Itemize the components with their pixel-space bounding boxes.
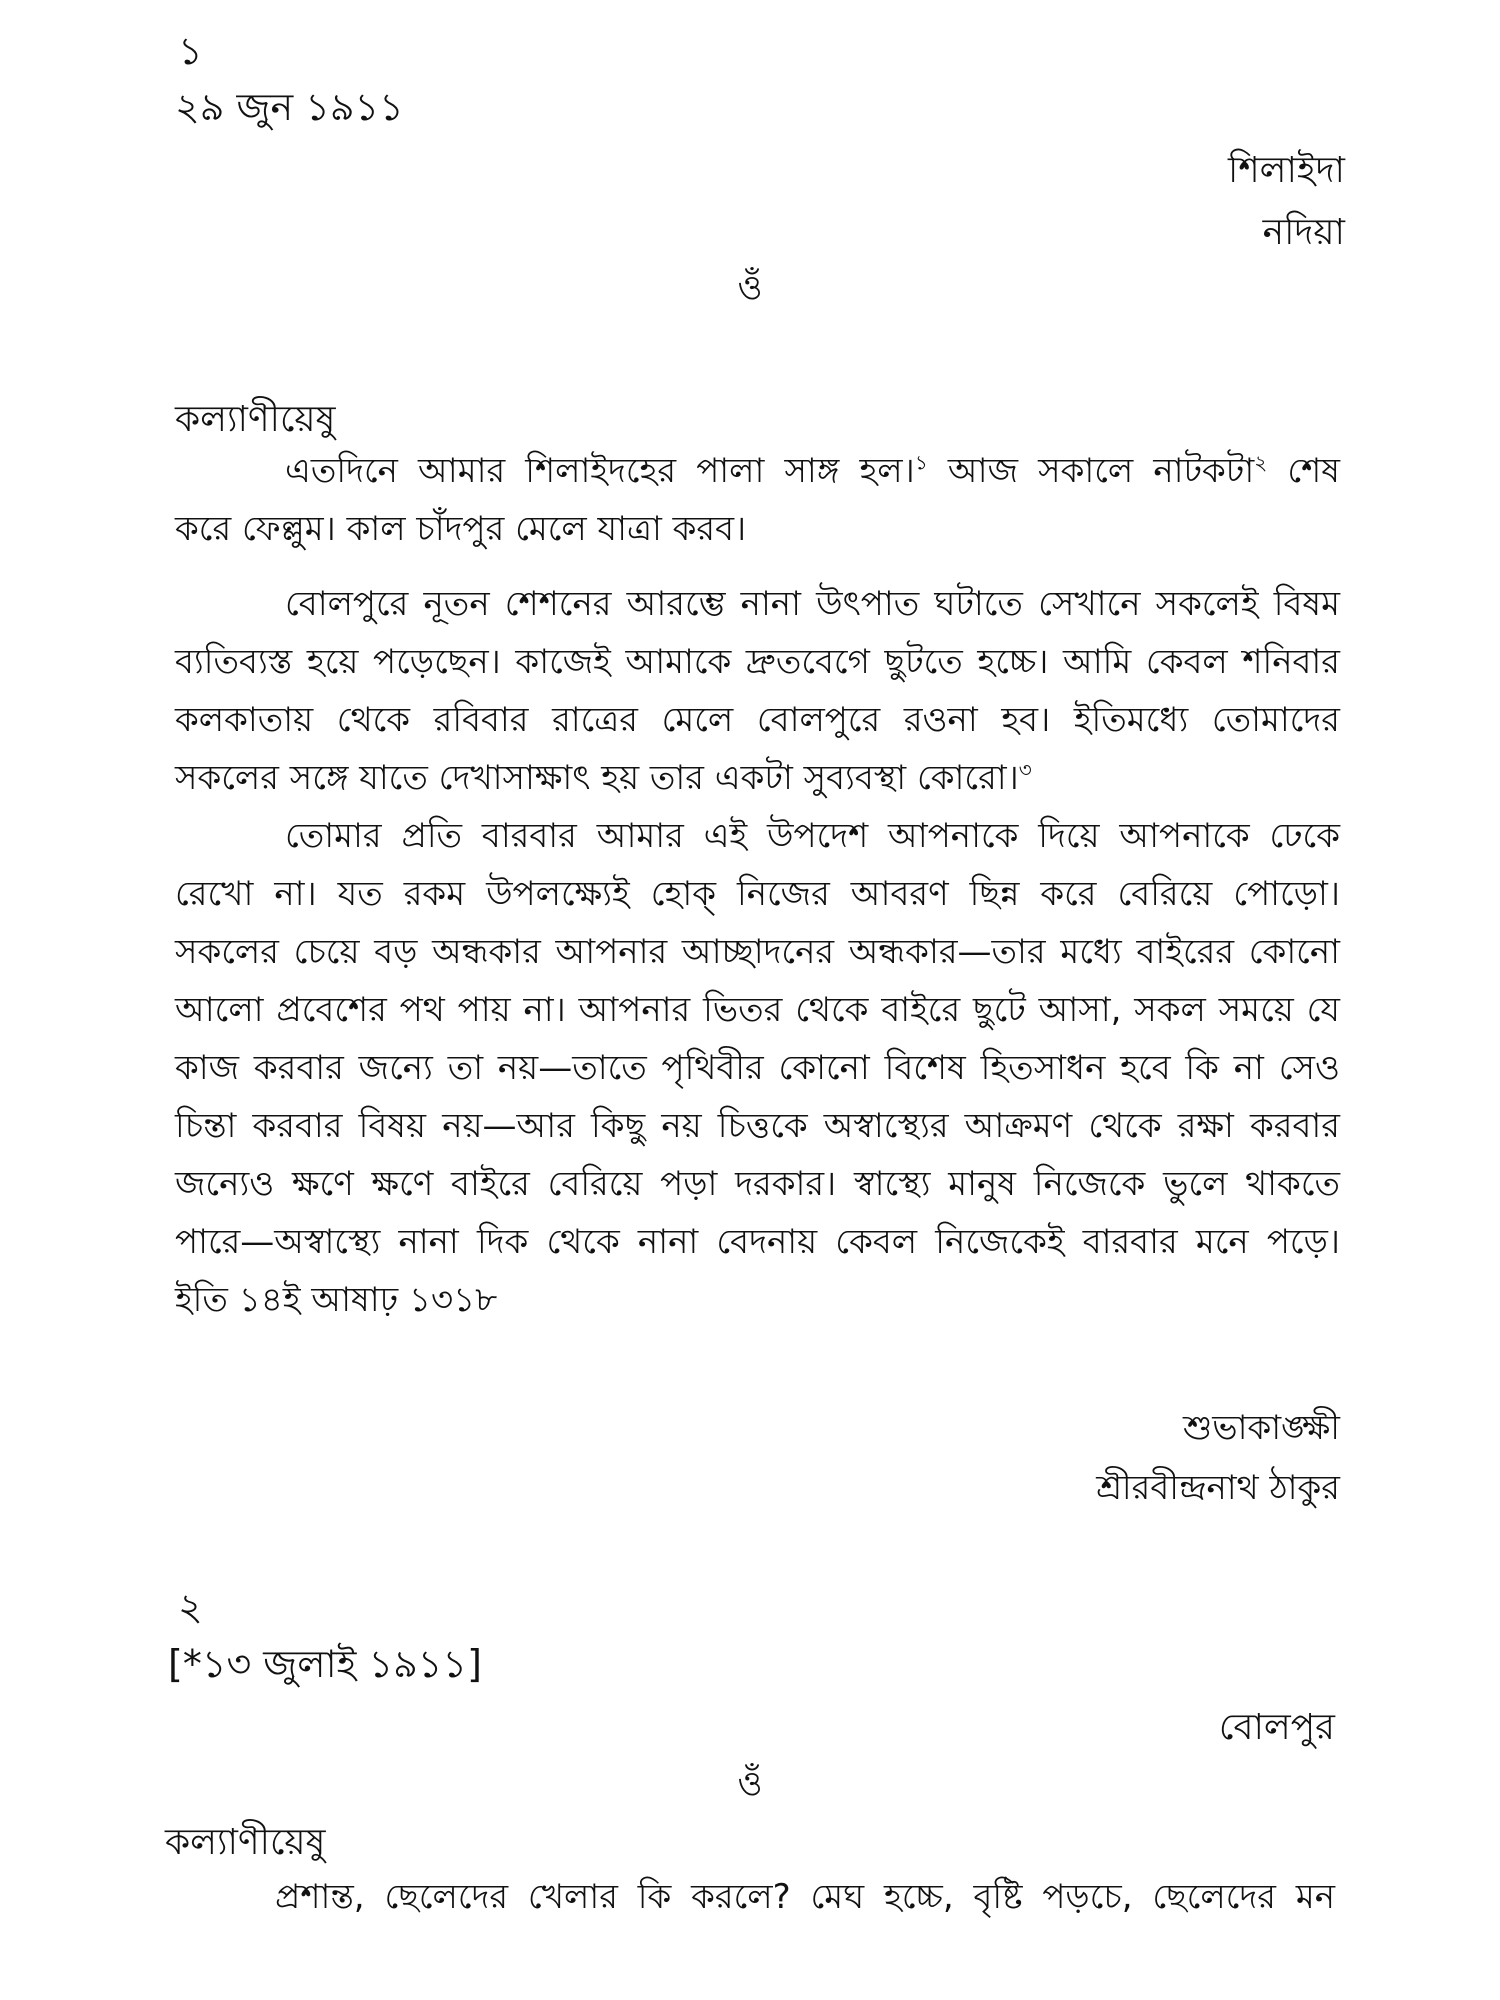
closing: শুভাকাঙ্ক্ষী [1182, 1408, 1340, 1448]
body-line: ব্যতিব্যস্ত হয়ে পড়েছেন। কাজেই আমাকে দ্রুতবেগে ছুটতে হচ্চে। আমি কেবল শনিবার [175, 642, 1340, 682]
salutation: কল্যাণীয়েষু [165, 1822, 326, 1863]
body-line: সকলের সঙ্গে যাতে দেখাসাক্ষাৎ হয় তার একটা সুব্যবস্থা কোরো।$^৩$ [175, 757, 1032, 798]
letter-date: ২৯ জুন ১৯১১ [175, 85, 404, 129]
footnote-marker: ২ [1254, 450, 1268, 475]
letter-number: ১ [178, 29, 203, 73]
salutation: কল্যাণীয়েষু [175, 399, 336, 440]
footnote-marker: ৩ [1018, 757, 1032, 782]
body-line: কলকাতায় থেকে রবিবার রাত্রের মেলে বোলপুরে রওনা হব। ইতিমধ্যে তোমাদের [175, 700, 1340, 740]
body-line: সকলের চেয়ে বড় অন্ধকার আপনার আচ্ছাদনের অন্ধকার—তার মধ্যে বাইরের কোনো [175, 932, 1340, 972]
body-line: রেখো না। যত রকম উপলক্ষ্যেই হোক্ নিজের আবরণ ছিন্ন করে বেরিয়ে পোড়ো। [175, 874, 1340, 914]
body-line: এতদিনে আমার শিলাইদহের পালা সাঙ্গ হল।$^১$ আজ সকালে নাটকটা$^২$ শেষ [285, 450, 1340, 491]
body-line: চিন্তা করবার বিষয় নয়—আর কিছু নয় চিত্তকে অস্বাস্থ্যের আক্রমণ থেকে রক্ষা করবার [175, 1106, 1340, 1146]
body-line: পারে—অস্বাস্থ্যে নানা দিক থেকে নানা বেদনায় কেবল নিজেকেই বারবার মনে পড়ে। [175, 1222, 1340, 1262]
body-line: তোমার প্রতি বারবার আমার এই উপদেশ আপনাকে দিয়ে আপনাকে ঢেকে [285, 816, 1340, 856]
invocation: ওঁ [737, 1764, 763, 1804]
letter-date: [*১৩ জুলাই ১৯১১] [168, 1642, 482, 1686]
footnote-marker: ১ [914, 450, 928, 475]
place-line-1: বোলপুর [1218, 1707, 1335, 1748]
body-line: আলো প্রবেশের পথ পায় না। আপনার ভিতর থেকে বাইরে ছুটে আসা, সকল সময়ে যে [175, 990, 1340, 1030]
letter-number: ২ [178, 1585, 203, 1629]
body-line: করে ফেল্লুম। কাল চাঁদপুর মেলে যাত্রা করব। [175, 509, 747, 549]
body-line: ইতি ১৪ই আষাঢ় ১৩১৮ [175, 1280, 498, 1320]
place-line-2: নদিয়া [1262, 212, 1345, 253]
body-line: বোলপুরে নূতন শেশনের আরম্ভে নানা উৎপাত ঘটাতে সেখানে সকলেই বিষম [285, 584, 1340, 624]
body-line: কাজ করবার জন্যে তা নয়—তাতে পৃথিবীর কোনো বিশেষ হিতসাধন হবে কি না সেও [175, 1048, 1340, 1088]
body-line: প্রশান্ত, ছেলেদের খেলার কি করলে? মেঘ হচ্চে, বৃষ্টি পড়চে, ছেলেদের মন [275, 1877, 1335, 1917]
body-line: জন্যেও ক্ষণে ক্ষণে বাইরে বেরিয়ে পড়া দরকার। স্বাস্থ্যে মানুষ নিজেকে ভুলে থাকতে [175, 1164, 1340, 1204]
signature: শ্রীরবীন্দ্রনাথ ঠাকুর [1096, 1468, 1340, 1508]
invocation: ওঁ [737, 268, 763, 308]
place-line-1: শিলাইদা [1228, 150, 1345, 191]
